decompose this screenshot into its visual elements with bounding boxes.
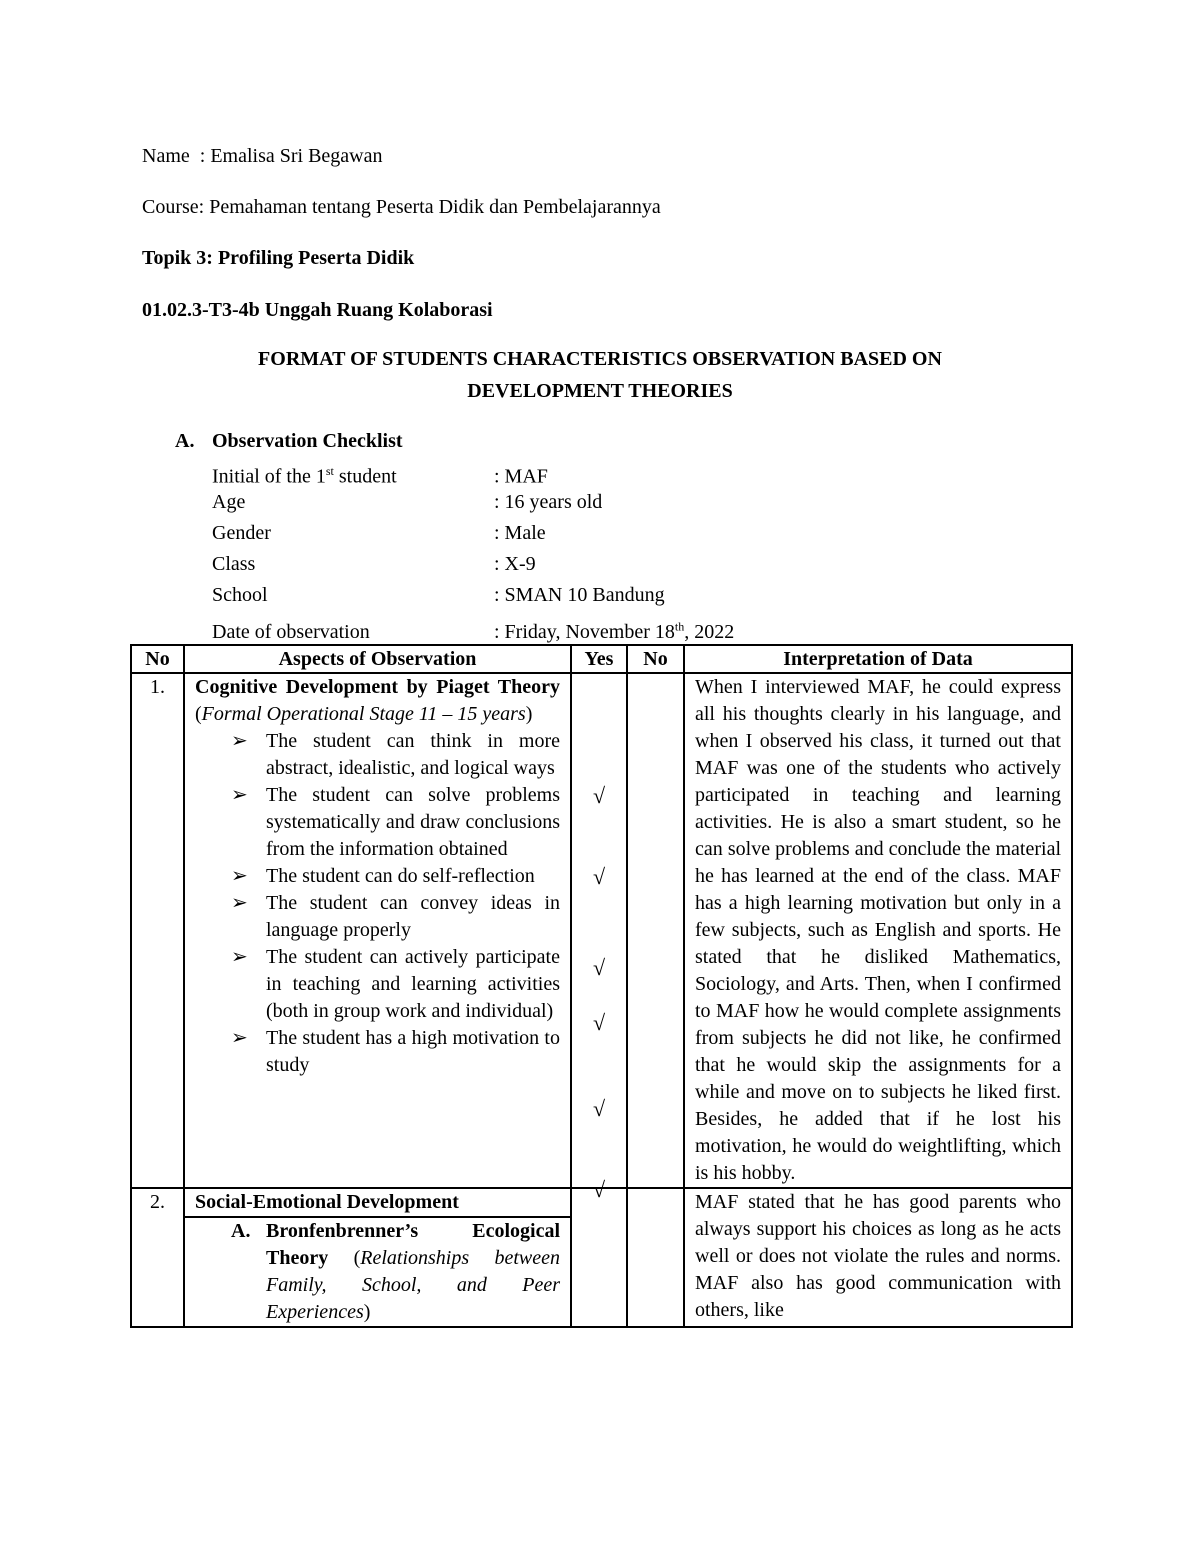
header-no: No	[131, 645, 184, 673]
row-number: 2.	[131, 1188, 184, 1327]
sub-aspect-heading: A. Bronfenbrenner’s Ecological Theory (Relationships between Family, School, and Peer Experiences)	[231, 1220, 560, 1323]
date-value: : Friday, November 18th, 2022	[494, 619, 735, 643]
document-title	[130, 343, 1070, 407]
sub-aspect	[185, 1216, 570, 1326]
course-value: : Pemahaman tentang Peserta Didik dan Pembelajarannya	[198, 196, 661, 218]
arrow-bullet-icon: ➢	[231, 865, 248, 887]
list-item: ➢ The student has a high motivation to study	[231, 1027, 560, 1076]
date-label: Date of observation	[212, 620, 370, 643]
info-row-age	[212, 487, 734, 518]
arrow-bullet-icon: ➢	[231, 784, 248, 806]
list-item: ➢ The student can solve problems systematically and draw conclusions from the information obtained	[231, 784, 560, 860]
no-answer-cell	[627, 673, 684, 1188]
check-mark-icon: √	[592, 783, 606, 808]
row-number: 1.	[131, 673, 184, 1188]
initial-value: : MAF	[494, 465, 548, 488]
aspect-title: Social-Emotional Development	[195, 1191, 459, 1213]
yes-cell	[571, 1188, 627, 1327]
table-row	[131, 673, 1072, 1188]
aspect-title: Cognitive Development by Piaget Theory (Formal Operational Stage 11 – 15 years)	[195, 676, 560, 725]
info-row-date	[212, 611, 734, 642]
course-line	[142, 195, 661, 219]
class-value: : X-9	[494, 553, 536, 575]
gender-value: : Male	[494, 522, 546, 544]
activity-code: 01.02.3-T3-4b Unggah Ruang Kolaborasi	[142, 299, 493, 321]
list-item: ➢ The student can think in more abstract, idealistic, and logical ways	[231, 730, 560, 779]
aspect-list	[195, 728, 560, 1079]
header-aspects: Aspects of Observation	[184, 645, 571, 673]
school-value: : SMAN 10 Bandung	[494, 584, 665, 606]
observation-table	[130, 644, 1073, 1328]
initial-sup: st	[325, 464, 334, 478]
header-interpretation: Interpretation of Data	[684, 645, 1072, 673]
student-info	[212, 456, 734, 642]
info-row-school	[212, 580, 734, 611]
list-item: ➢ The student can convey ideas in language properly	[231, 892, 560, 941]
school-label: School	[212, 584, 268, 606]
course-label: Course	[142, 196, 199, 218]
info-row-class	[212, 549, 734, 580]
title-line-2: DEVELOPMENT THEORIES	[467, 380, 733, 402]
list-item: ➢ The student can actively participate in teaching and learning activities (both in group work and individual)	[231, 946, 560, 1022]
age-label: Age	[212, 491, 246, 513]
interpretation-cell: When I interviewed MAF, he could express all his thoughts clearly in his language, and when I observed his class, it turned out that MAF was one of the students who actively participated in teaching and learning activities. He is also a smart student, so he can solve problems and conclude the material he has learned at the end of the class. MAF has a high learning motivation but only in a few subjects, such as English and sports. He stated that he disliked Mathematics, Sociology, and Arts. Then, when I confirmed to MAF how he would complete assignments from subjects he did not like, he confirmed that he would skip the assignments for a while and move on to subjects he liked first. Besides, he added that if he lost his motivation, he would do weightlifting, which is his hobby.	[684, 673, 1072, 1188]
arrow-bullet-icon: ➢	[231, 1027, 248, 1049]
age-value: : 16 years old	[494, 491, 603, 513]
info-row-initial	[212, 456, 734, 487]
section-heading	[175, 429, 403, 453]
name-value: : Emalisa Sri Begawan	[199, 145, 383, 167]
section-title: Observation Checklist	[212, 430, 403, 452]
name-label: Name	[142, 145, 190, 167]
header-no-answer: No	[627, 645, 684, 673]
check-mark-icon: √	[592, 1010, 606, 1035]
check-mark-icon: √	[592, 955, 606, 980]
list-item: ➢ The student can do self-reflection	[231, 863, 560, 890]
title-line-1: FORMAT OF STUDENTS CHARACTERISTICS OBSERVATION BASED ON	[258, 348, 942, 370]
header-yes: Yes	[571, 645, 627, 673]
no-answer-cell	[627, 1188, 684, 1327]
gender-label: Gender	[212, 522, 271, 544]
arrow-bullet-icon: ➢	[231, 730, 248, 752]
interpretation-cell: MAF stated that he has good parents who always support his choices as long as he acts well or does not violate the rules and norms. MAF also has good communication with others, like	[684, 1188, 1072, 1327]
class-label: Class	[212, 553, 256, 575]
name-line	[142, 144, 383, 168]
sub-aspect-letter: A.	[231, 1220, 251, 1242]
check-mark-icon: √	[592, 1177, 606, 1202]
table-header-row	[131, 645, 1072, 673]
initial-label: Initial of the 1st student	[212, 464, 397, 488]
check-mark-icon: √	[592, 1096, 606, 1121]
aspect-cell	[184, 1188, 571, 1327]
info-row-gender	[212, 518, 734, 549]
aspect-cell	[184, 673, 571, 1188]
arrow-bullet-icon: ➢	[231, 892, 248, 914]
check-mark-icon: √	[592, 864, 606, 889]
arrow-bullet-icon: ➢	[231, 946, 248, 968]
table-row	[131, 1188, 1072, 1327]
yes-cell	[571, 673, 627, 1202]
topic-heading: Topik 3: Profiling Peserta Didik	[142, 247, 415, 269]
section-letter: A.	[175, 430, 195, 452]
